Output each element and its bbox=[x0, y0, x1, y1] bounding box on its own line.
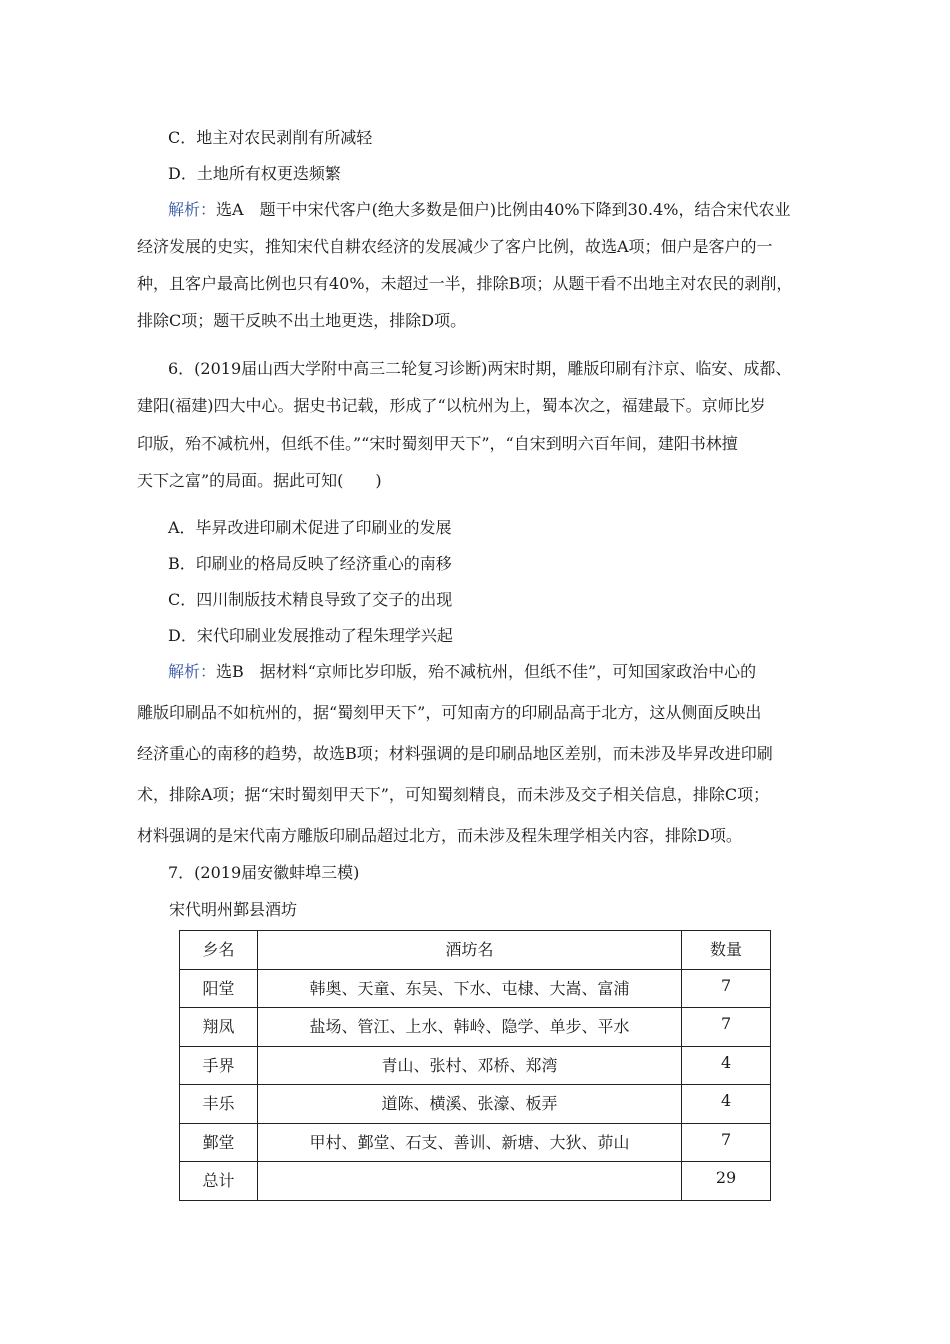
q5-analysis-line-1 bbox=[168, 200, 848, 220]
q6-analysis-line-4: 术，排除A项；据“宋时蜀刻甲天下”，可知蜀刻精良，而未涉及交子相关信息，排除C项； bbox=[137, 785, 770, 804]
table-cell-wine-shop: 道陈、横溪、张濠、板弄 bbox=[257, 1085, 681, 1124]
q6-analysis-line-2: 雕版印刷品不如杭州的，据“蜀刻甲天下”，可知南方的印刷品高于北方，这从侧面反映出 bbox=[137, 703, 762, 722]
table-row bbox=[180, 1085, 771, 1124]
q5-option-c: C．地主对农民剥削有所减轻 bbox=[168, 128, 373, 147]
table-header-count: 数量 bbox=[682, 931, 771, 970]
table-cell-count: 4 bbox=[682, 1046, 771, 1085]
table-cell-wine-shop: 韩奥、天童、东吴、下水、屯棣、大嵩、富浦 bbox=[257, 969, 681, 1008]
table-cell-township: 翔凤 bbox=[180, 1008, 258, 1047]
q5-analysis-label: 解析： bbox=[168, 200, 217, 219]
q5-analysis-line-3: 种，且客户最高比例也只有40%，未超过一半，排除B项；从题干看不出地主对农民的剥削， bbox=[137, 274, 793, 293]
table-row bbox=[180, 969, 771, 1008]
table-cell-township: 手界 bbox=[180, 1046, 258, 1085]
table-cell-wine-shop bbox=[257, 1162, 681, 1201]
table-cell-count: 4 bbox=[682, 1085, 771, 1124]
table-row-total bbox=[180, 1162, 771, 1201]
q6-stem-line-3: 印版，殆不减杭州，但纸不佳。”“宋时蜀刻甲天下”，“自宋到明六百年间，建阳书林擅 bbox=[137, 434, 738, 453]
q5-analysis-line-2: 经济发展的史实，推知宋代自耕农经济的发展减少了客户比例，故选A项；佃户是客户的一 bbox=[137, 237, 773, 256]
q6-stem-line-4: 天下之富”的局面。据此可知( ) bbox=[137, 471, 382, 490]
table-row bbox=[180, 1123, 771, 1162]
table-cell-count: 7 bbox=[682, 1123, 771, 1162]
table-cell-wine-shop: 甲村、鄞堂、石支、善训、新塘、大狄、茆山 bbox=[257, 1123, 681, 1162]
q5-analysis-line-4: 排除C项；题干反映不出土地更迭，排除D项。 bbox=[137, 311, 467, 330]
q7-table-title: 宋代明州鄞县酒坊 bbox=[169, 900, 298, 919]
wine-shop-table bbox=[179, 930, 771, 1201]
q6-analysis-text: 选B 据材料“京师比岁印版，殆不减杭州，但纸不佳”，可知国家政治中心的 bbox=[216, 662, 757, 681]
q6-option-a: A．毕昇改进印刷术促进了印刷业的发展 bbox=[168, 518, 452, 537]
table-cell-wine-shop: 盐场、管江、上水、韩岭、隐学、单步、平水 bbox=[257, 1008, 681, 1047]
table-cell-wine-shop: 青山、张村、邓桥、郑湾 bbox=[257, 1046, 681, 1085]
q6-analysis-line-1 bbox=[168, 662, 848, 682]
table-cell-count: 7 bbox=[682, 1008, 771, 1047]
q6-analysis-label: 解析： bbox=[168, 662, 217, 681]
table-header-township: 乡名 bbox=[180, 931, 258, 970]
q6-option-c: C．四川制版技术精良导致了交子的出现 bbox=[168, 590, 453, 609]
table-cell-township: 总计 bbox=[180, 1162, 258, 1201]
q6-analysis-line-5: 材料强调的是宋代南方雕版印刷品超过北方，而未涉及程朱理学相关内容，排除D项。 bbox=[137, 826, 742, 845]
q6-analysis-line-3: 经济重心的南移的趋势，故选B项；材料强调的是印刷品地区差别，而未涉及毕昇改进印刷 bbox=[137, 744, 773, 763]
table-cell-count: 29 bbox=[682, 1162, 771, 1201]
table-header-wine-shop: 酒坊名 bbox=[257, 931, 681, 970]
q6-option-d: D．宋代印刷业发展推动了程朱理学兴起 bbox=[168, 626, 453, 645]
q7-stem: 7．(2019届安徽蚌埠三模) bbox=[168, 863, 360, 882]
table-row bbox=[180, 1046, 771, 1085]
q6-option-b: B．印刷业的格局反映了经济重心的南移 bbox=[168, 554, 452, 573]
q6-stem-line-2: 建阳(福建)四大中心。据史书记载，形成了“以杭州为上，蜀本次之，福建最下。京师比岁 bbox=[137, 396, 766, 415]
q5-analysis-text: 选A 题干中宋代客户(绝大多数是佃户)比例由40%下降到30.4%，结合宋代农业 bbox=[216, 200, 791, 219]
q6-stem-line-1: 6．(2019届山西大学附中高三二轮复习诊断)两宋时期，雕版印刷有汴京、临安、成都、 bbox=[168, 359, 792, 378]
table-row bbox=[180, 1008, 771, 1047]
table-cell-township: 阳堂 bbox=[180, 969, 258, 1008]
table-header-row bbox=[180, 931, 771, 970]
table-cell-count: 7 bbox=[682, 969, 771, 1008]
q5-option-d: D．土地所有权更迭频繁 bbox=[168, 164, 341, 183]
table-cell-township: 鄞堂 bbox=[180, 1123, 258, 1162]
table-cell-township: 丰乐 bbox=[180, 1085, 258, 1124]
